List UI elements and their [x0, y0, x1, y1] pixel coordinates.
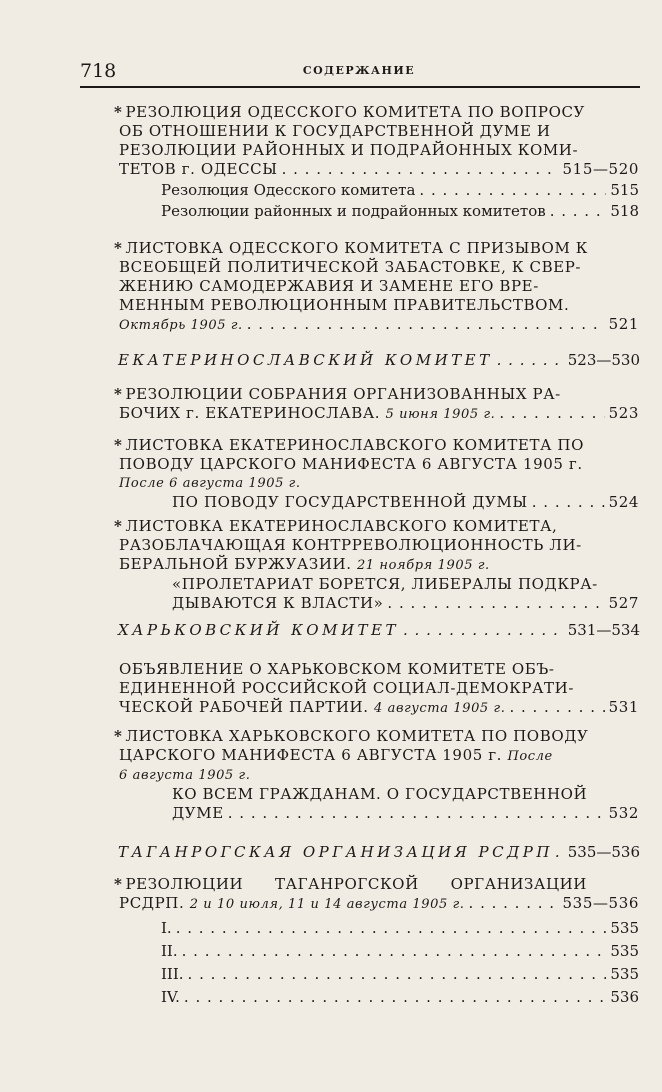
toc-entry-ekaterinoslav-resolutions: * РЕЗОЛЮЦИИ СОБРАНИЯ ОРГАНИЗОВАННЫХ РА- БОЧИХ г. ЕКАТЕРИНОСЛАВА. 5 июня 1905 г. . . . 523	[119, 385, 639, 424]
page-ref: 523	[608, 404, 639, 422]
entry-date: После	[507, 749, 553, 764]
page-header	[80, 58, 638, 82]
header-rule	[80, 86, 640, 88]
page-ref: 531	[608, 698, 639, 716]
page-ref: 535—536	[567, 843, 640, 861]
section-heading-ekaterinoslav: ЕКАТЕРИНОСЛАВСКИЙ КОМИТЕТ . . . 523—530	[118, 351, 640, 369]
page-ref: 535	[610, 942, 639, 960]
dot-leader	[188, 963, 607, 986]
entry-date: 4 августа 1905 г.	[374, 701, 506, 716]
page-ref: 523—530	[567, 351, 640, 369]
page-ref: 532	[608, 804, 639, 822]
section-heading-kharkov: ХАРЬКОВСКИЙ КОМИТЕТ . . . 531—534	[118, 621, 640, 639]
entry-line: ОБ ОТНОШЕНИИ К ГОСУДАРСТВЕННОЙ ДУМЕ И	[119, 122, 551, 140]
dot-leader	[387, 594, 604, 613]
asterisk-marker: *	[114, 385, 123, 403]
entry-date: После 6 августа 1905 г.	[119, 476, 301, 491]
entry-line: РЕЗОЛЮЦИИ РАЙОННЫХ И ПОДРАЙОННЫХ КОМИ-	[119, 141, 579, 159]
dot-leader	[403, 621, 564, 639]
dot-leader	[184, 986, 606, 1009]
toc-entry-ekaterinoslav-liberals: * ЛИСТОВКА ЕКАТЕРИНОСЛАВСКОГО КОМИТЕТА, РАЗОБЛАЧАЮЩАЯ КОНТРРЕВОЛЮЦИОННОСТЬ ЛИ- БЕРАЛЬНОЙ БУРЖУАЗИИ. 21 ноября 1905 г. «ПРОЛЕТАРИАТ БОРЕТСЯ, ЛИБЕРАЛЫ ПОДКРА- ДЫВАЮТСЯ К ВЛАСТИ» . . . 527	[119, 517, 639, 613]
entry-date: 21 ноября 1905 г.	[356, 558, 490, 573]
toc-entry-kharkov-announcement: ОБЪЯВЛЕНИЕ О ХАРЬКОВСКОМ КОМИТЕТЕ ОБЪ- ЕДИНЕННОЙ РОССИЙСКОЙ СОЦИАЛ-ДЕМОКРАТИ- ЧЕСКОЙ РАБОЧЕЙ ПАРТИИ. 4 августа 1905 г. . . . 531	[119, 660, 639, 718]
dot-leader	[555, 843, 566, 861]
running-title: СОДЕРЖАНИЕ	[302, 64, 416, 77]
dot-leader	[532, 493, 605, 512]
page-ref: 515—520	[562, 160, 639, 178]
toc-entry-ekaterinoslav-manifesto: * ЛИСТОВКА ЕКАТЕРИНОСЛАВСКОГО КОМИТЕТА ПО ПОВОДУ ЦАРСКОГО МАНИФЕСТА 6 АВГУСТА 1905 г. После 6 августа 1905 г. ПО ПОВОДУ ГОСУДАРСТВЕННОЙ ДУМЫ . . . 524	[119, 436, 639, 512]
entry-date: 2 и 10 июля, 11 и 14 августа 1905 г.	[189, 897, 465, 912]
dot-leader	[497, 351, 564, 369]
dot-leader	[509, 698, 604, 717]
page-ref: 518	[610, 202, 639, 220]
asterisk-marker: *	[114, 875, 123, 893]
list-item: I. . . . 535	[161, 917, 639, 940]
page-ref: 527	[608, 594, 639, 612]
page-ref: 531—534	[567, 621, 640, 639]
toc-entry-kharkov-manifesto: * ЛИСТОВКА ХАРЬКОВСКОГО КОМИТЕТА ПО ПОВОДУ ЦАРСКОГО МАНИФЕСТА 6 АВГУСТА 1905 г. После 6 августа 1905 г. КО ВСЕМ ГРАЖДАНАМ. О ГОСУДАРСТВЕННОЙ ДУМЕ . . . 532	[119, 727, 639, 823]
dot-leader	[282, 160, 559, 179]
section-heading-taganrog: ТАГАНРОГСКАЯ ОРГАНИЗАЦИЯ РСДРП . . . 535—536	[118, 843, 640, 861]
dot-leader	[550, 201, 607, 222]
asterisk-marker: *	[114, 727, 123, 745]
dot-leader	[182, 940, 607, 963]
toc-entry-taganrog-resolutions: * РЕЗОЛЮЦИИ ТАГАНРОГСКОЙ ОРГАНИЗАЦИИ РСДРП. 2 и 10 июля, 11 и 14 августа 1905 г. . . . 535—536	[119, 875, 639, 914]
page-ref: 535	[610, 919, 639, 937]
toc-subentry: Резолюция Одесского комитета . . . 515 Резолюции районных и подрайонных комитетов . . . 518	[161, 180, 639, 222]
page-ref: 535—536	[562, 894, 639, 912]
page-number: 718	[80, 60, 117, 82]
dot-leader	[228, 804, 605, 823]
page-ref: 524	[608, 493, 639, 511]
dot-leader	[247, 315, 605, 334]
entry-line-with-page: ТЕТОВ г. ОДЕССЫ . . . 515—520	[119, 160, 639, 179]
list-item: II. . . . 535	[161, 940, 639, 963]
asterisk-marker: *	[114, 517, 123, 535]
page-ref: 521	[608, 315, 639, 333]
entry-line: * РЕЗОЛЮЦИЯ ОДЕССКОГО КОМИТЕТА ПО ВОПРОСУ	[114, 103, 585, 121]
page-ref: 535	[610, 965, 639, 983]
dot-leader	[499, 404, 604, 423]
toc-subentries-taganrog	[161, 917, 639, 1009]
asterisk-marker: *	[114, 436, 123, 454]
list-item: IV. . . . 536	[161, 986, 639, 1009]
page-ref: 515	[610, 181, 639, 199]
dot-leader	[469, 894, 559, 913]
list-item: III. . . . 535	[161, 963, 639, 986]
page-ref: 536	[610, 988, 639, 1006]
asterisk-marker: *	[114, 103, 123, 121]
entry-date: 5 июня 1905 г.	[385, 407, 496, 422]
entry-date: Октябрь 1905 г.	[119, 318, 243, 333]
toc-entry-odessa-resolution	[114, 103, 639, 179]
entry-date: 6 августа 1905 г.	[119, 768, 251, 783]
dot-leader	[176, 917, 607, 940]
asterisk-marker: *	[114, 239, 123, 257]
dot-leader	[419, 180, 606, 201]
toc-entry-odessa-leaflet: * ЛИСТОВКА ОДЕССКОГО КОМИТЕТА С ПРИЗЫВОМ К ВСЕОБЩЕЙ ПОЛИТИЧЕСКОЙ ЗАБАСТОВКЕ, К СВЕР- ЖЕНИЮ САМОДЕРЖАВИЯ И ЗАМЕНЕ ЕГО ВРЕ- МЕННЫМ РЕВОЛЮЦИОННЫМ ПРАВИТЕЛЬСТВОМ. Октябрь 1905 г. . . . 521	[119, 239, 639, 335]
